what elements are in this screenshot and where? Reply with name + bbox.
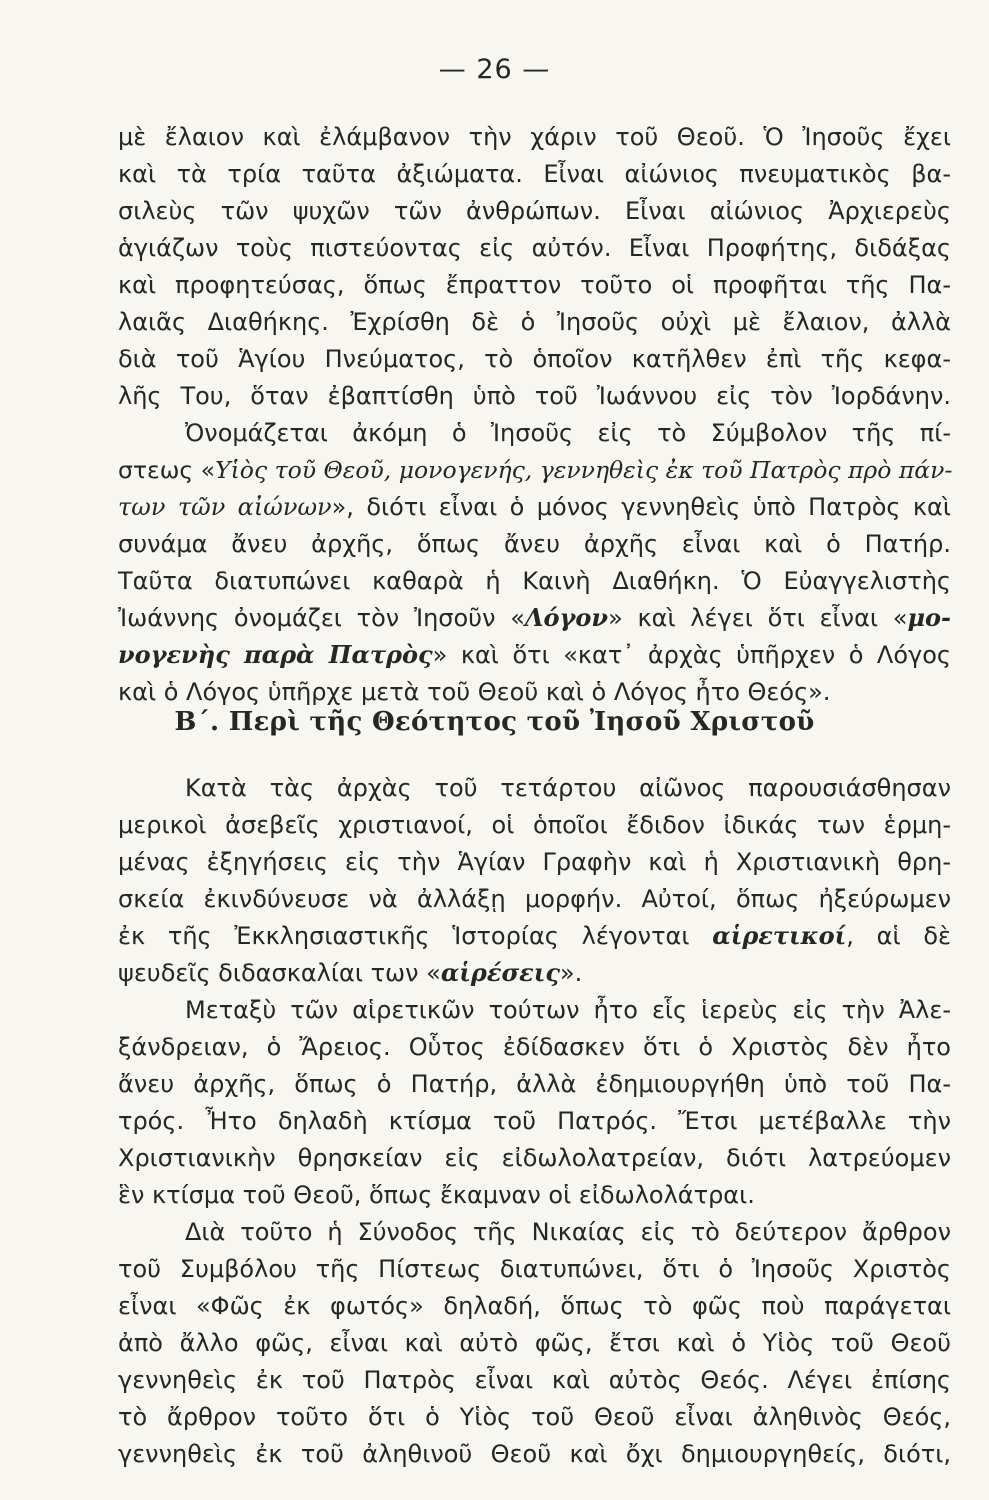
text-span: » καὶ ὅτι «κατ᾽ ἀρχὰς ὑπῆρχεν ὁ Λόγος (432, 641, 951, 669)
text-span: στεως « (118, 456, 216, 484)
text-line: ξάνδρειαν, ὁ Ἄρειος. Οὗτος ἐδίδασκεν ὅτι ὁ Χριστὸς δὲν ἦτο (118, 1033, 951, 1061)
text-line: σιλεὺς τῶν ψυχῶν τῶν ἀνθρώπων. Εἶναι αἰώνιος Ἀρχιερεὺς (118, 197, 951, 225)
text-line: συνάμα ἄνευ ἀρχῆς, ὅπως ἄνευ ἀρχῆς εἶναι καὶ ὁ Πατήρ. (118, 530, 951, 558)
bold-italic-term: μο- (907, 603, 951, 632)
text-line: καὶ ὁ Λόγος ὑπῆρχε μετὰ τοῦ Θεοῦ καὶ ὁ Λόγος ἦτο Θεός». (118, 678, 831, 706)
text-line: Ὀνομάζεται ἀκόμη ὁ Ἰησοῦς εἰς τὸ Σύμβολον τῆς πί- (185, 419, 951, 447)
text-line (118, 452, 951, 492)
bold-italic-term: Λόγον (524, 603, 609, 632)
text-span: ἐκ τῆς Ἐκκλησιαστικῆς Ἱστορίας λέγονται (118, 922, 713, 950)
text-line (118, 600, 951, 640)
text-line: καὶ τὰ τρία ταῦτα ἀξιώματα. Εἶναι αἰώνιος πνευματικὸς βα- (118, 160, 951, 188)
text-line: τρός. Ἦτο δηλαδὴ κτίσμα τοῦ Πατρός. Ἔτσι μετέβαλλε τὴν (118, 1107, 951, 1135)
text-line (118, 955, 951, 995)
text-line: μένας ἐξηγήσεις εἰς τὴν Ἁγίαν Γραφὴν καὶ ἡ Χριστιανικὴ θρη- (118, 848, 951, 876)
text-line (118, 918, 951, 958)
text-line (118, 637, 951, 677)
text-line: Κατὰ τὰς ἀρχὰς τοῦ τετάρτου αἰῶνος παρουσιάσθησαν (185, 774, 951, 802)
section-heading: Β΄. Περὶ τῆς Θεότητος τοῦ Ἰησοῦ Χριστοῦ (174, 707, 815, 737)
text-span: Ἰωάννης ὀνομάζει τὸν Ἰησοῦν « (118, 604, 525, 632)
text-line: λαιᾶς Διαθήκης. Ἐχρίσθη δὲ ὁ Ἰησοῦς οὐχὶ μὲ ἔλαιον, ἀλλὰ (118, 308, 951, 336)
text-line: Μεταξὺ τῶν αἱρετικῶν τούτων ἦτο εἷς ἱερεὺς εἰς τὴν Ἀλε- (185, 996, 951, 1024)
text-line: σκεία ἐκινδύνευσε νὰ ἀλλάξῃ μορφήν. Αὐτοί, ὅπως ἠξεύρωμεν (118, 885, 951, 913)
text-line: ἁγιάζων τοὺς πιστεύοντας εἰς αὐτόν. Εἶναι Προφήτης, διδάξας (118, 234, 951, 262)
bold-italic-term: αἱρέσεις (440, 958, 560, 987)
text-span: », διότι εἶναι ὁ μόνος γεννηθεὶς ὑπὸ Πατρὸς καὶ (331, 493, 951, 521)
text-span: ψευδεῖς διδασκαλίαι των « (118, 959, 441, 987)
text-line: ἄνευ ἀρχῆς, ὅπως ὁ Πατήρ, ἀλλὰ ἐδημιουργήθη ὑπὸ τοῦ Πα- (118, 1070, 951, 1098)
text-line: λῆς Του, ὅταν ἐβαπτίσθη ὑπὸ τοῦ Ἰωάννου εἰς τὸν Ἰορδάνην. (118, 382, 951, 410)
text-span: , αἱ δὲ (846, 922, 952, 950)
text-line: εἶναι «Φῶς ἐκ φωτός» δηλαδή, ὅπως τὸ φῶς ποὺ παράγεται (118, 1292, 951, 1320)
text-span: ». (559, 959, 583, 987)
text-line: ἓν κτίσμα τοῦ Θεοῦ, ὅπως ἔκαμναν οἱ εἰδωλολάτραι. (118, 1181, 755, 1209)
text-line: Χριστιανικὴν θρησκείαν εἰς εἰδωλολατρείαν, διότι λατρεύομεν (118, 1144, 951, 1172)
text-line: Διὰ τοῦτο ἡ Σύνοδος τῆς Νικαίας εἰς τὸ δεύτερον ἄρθρον (185, 1218, 951, 1246)
text-line: ἀπὸ ἄλλο φῶς, εἶναι καὶ αὐτὸ φῶς, ἔτσι καὶ ὁ Υἱὸς τοῦ Θεοῦ (118, 1329, 951, 1357)
bold-italic-term: αἱρετικοί (712, 921, 847, 950)
page-number: — 26 — (438, 54, 551, 85)
text-span: » καὶ λέγει ὅτι εἶναι « (608, 604, 908, 632)
text-line: Ταῦτα διατυπώνει καθαρὰ ἡ Καινὴ Διαθήκη. Ὁ Εὐαγγελιστὴς (118, 567, 951, 595)
text-line: διὰ τοῦ Ἁγίου Πνεύματος, τὸ ὁποῖον κατῆλθεν ἐπὶ τῆς κεφα- (118, 345, 951, 373)
text-line (118, 489, 951, 529)
text-line: τοῦ Συμβόλου τῆς Πίστεως διατυπώνει, ὅτι ὁ Ἰησοῦς Χριστὸς (118, 1255, 951, 1283)
text-line: μερικοὶ ἀσεβεῖς χριστιανοί, οἱ ὁποῖοι ἔδιδον ἰδικάς των ἑρμη- (118, 811, 951, 839)
text-line: καὶ προφητεύσας, ὅπως ἔπραττον τοῦτο οἱ προφῆται τῆς Πα- (118, 271, 951, 299)
text-line: γεννηθεὶς ἐκ τοῦ Πατρὸς εἶναι καὶ αὐτὸς Θεός. Λέγει ἐπίσης (118, 1366, 951, 1394)
text-line: μὲ ἔλαιον καὶ ἐλάμβανον τὴν χάριν τοῦ Θεοῦ. Ὁ Ἰησοῦς ἔχει (118, 123, 951, 151)
italic-quote: των τῶν αἰώνων (118, 493, 332, 521)
text-line: γεννηθεὶς ἐκ τοῦ ἀληθινοῦ Θεοῦ καὶ ὄχι δημιουργηθείς, διότι, (118, 1440, 951, 1468)
italic-quote: Υἱὸς τοῦ Θεοῦ, μονογενής, γεννηθεὶς ἐκ τοῦ Πατρὸς πρὸ πάν- (215, 456, 953, 484)
text-line: τὸ ἄρθρον τοῦτο ὅτι ὁ Υἱὸς τοῦ Θεοῦ εἶναι ἀληθινὸς Θεός, (118, 1403, 951, 1431)
bold-italic-term: νογενὴς παρὰ Πατρὸς (118, 640, 433, 669)
